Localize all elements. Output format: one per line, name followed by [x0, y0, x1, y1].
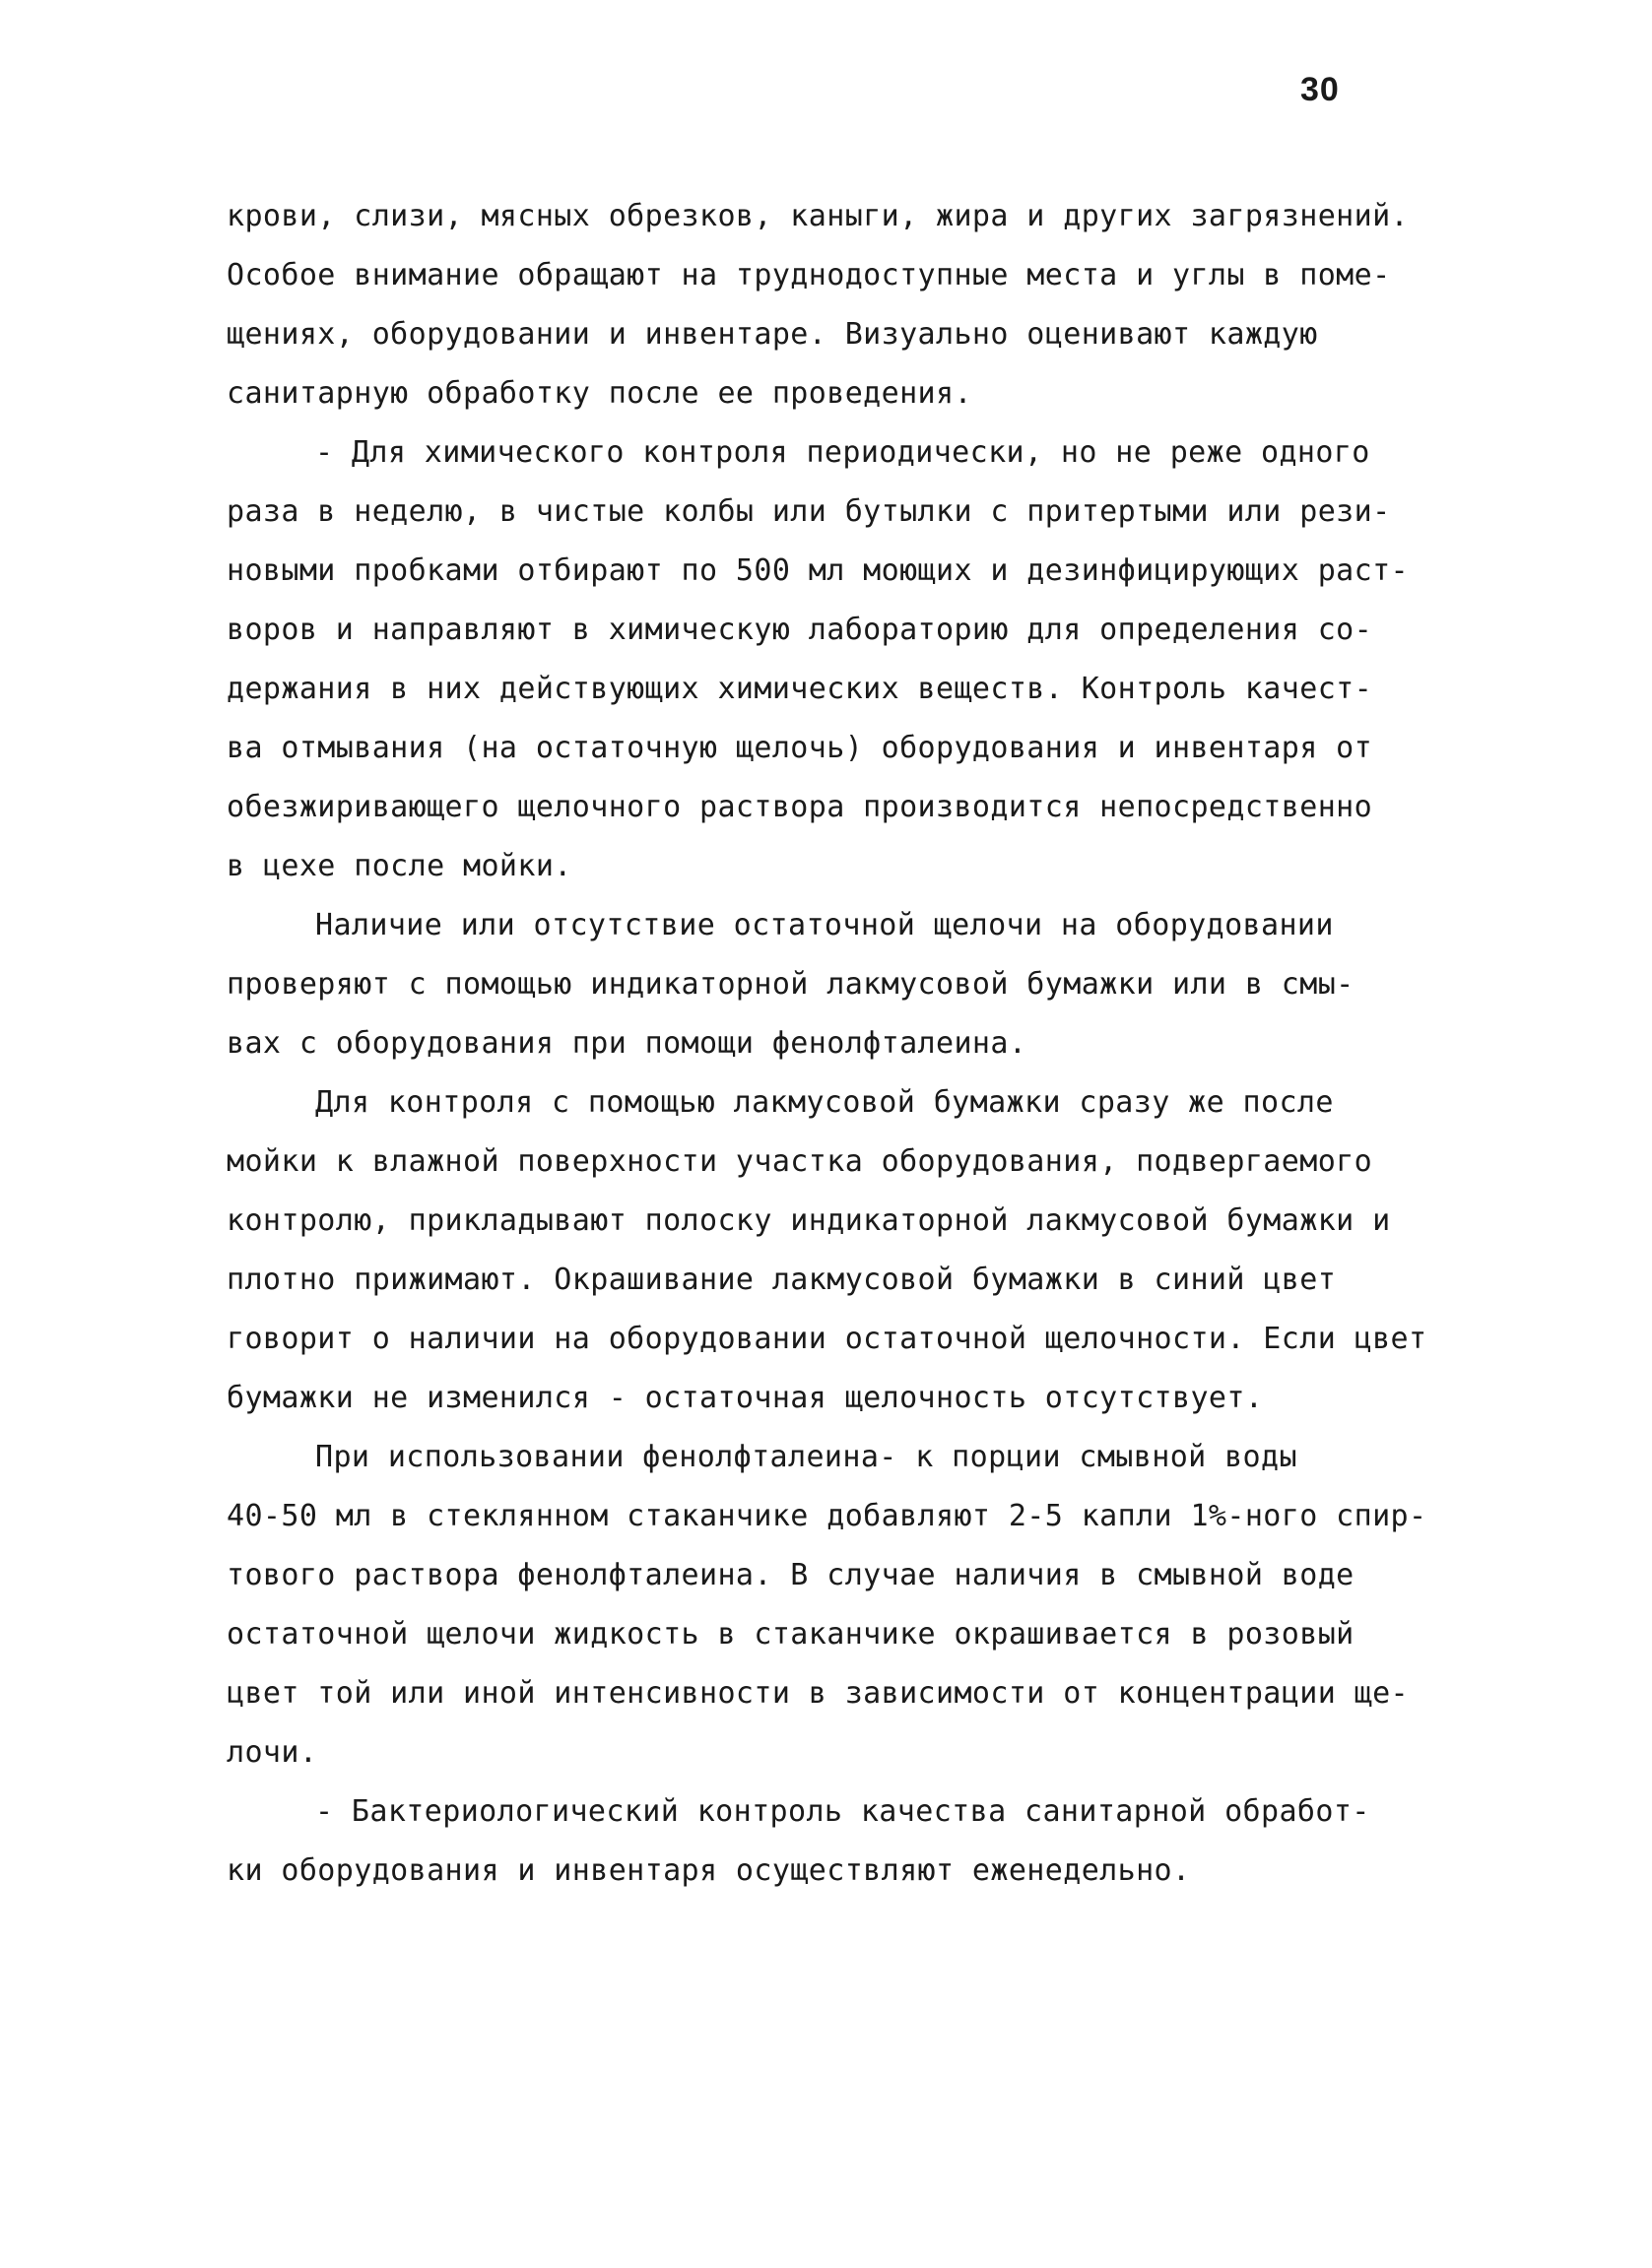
body-text: [227, 187, 1468, 1901]
text-line: ва отмывания (на остаточную щелочь) оборудования и инвентаря от: [227, 731, 1373, 765]
text-line: лочи.: [227, 1735, 318, 1770]
text-line: ки оборудования и инвентаря осуществляют еженедельно.: [227, 1853, 1191, 1888]
text-line: бумажки не изменился - остаточная щелочность отсутствует.: [227, 1381, 1264, 1415]
text-line: тового раствора фенолфталеина. В случае наличия в смывной воде: [227, 1558, 1355, 1592]
text-line: - Бактериологический контроль качества санитарной обработ-: [315, 1794, 1370, 1829]
text-line: остаточной щелочи жидкость в стаканчике окрашивается в розовый: [227, 1617, 1355, 1652]
text-line: держания в них действующих химических веществ. Контроль качест-: [227, 672, 1373, 706]
text-line: проверяют с помощью индикаторной лакмусовой бумажки или в смы-: [227, 967, 1355, 1002]
text-line: говорит о наличии на оборудовании остаточной щелочности. Если цвет: [227, 1322, 1427, 1356]
text-line: вах с оборудования при помощи фенолфталеина.: [227, 1026, 1027, 1061]
text-line: крови, слизи, мясных обрезков, каныги, жира и других загрязнений.: [227, 199, 1409, 233]
text-line: обезжиривающего щелочного раствора производится непосредственно: [227, 790, 1373, 824]
text-line: 40-50 мл в стеклянном стаканчике добавляют 2-5 капли 1%-ного спир-: [227, 1499, 1427, 1533]
text-line: щениях, оборудовании и инвентаре. Визуально оценивают каждую: [227, 317, 1318, 352]
text-line: плотно прижимают. Окрашивание лакмусовой бумажки в синий цвет: [227, 1263, 1337, 1297]
text-line: При использовании фенолфталеина- к порции смывной воды: [315, 1440, 1297, 1474]
text-line: - Для химического контроля периодически, но не реже одного: [315, 435, 1370, 470]
text-line: раза в неделю, в чистые колбы или бутылки с притертыми или рези-: [227, 494, 1391, 529]
text-line: контролю, прикладывают полоску индикаторной лакмусовой бумажки и: [227, 1203, 1391, 1238]
text-line: санитарную обработку после ее проведения.: [227, 376, 972, 411]
text-line: воров и направляют в химическую лабораторию для определения со-: [227, 613, 1373, 647]
text-line: цвет той или иной интенсивности в зависимости от концентрации ще-: [227, 1676, 1409, 1711]
text-line: Особое внимание обращают на труднодоступные места и углы в поме-: [227, 258, 1391, 292]
text-line: новыми пробками отбирают по 500 мл моющих и дезинфицирующих раст-: [227, 553, 1409, 588]
page-number: 30: [1300, 71, 1340, 108]
text-line: в цехе после мойки.: [227, 849, 572, 883]
text-line: мойки к влажной поверхности участка оборудования, подвергаемого: [227, 1144, 1373, 1179]
text-line: Для контроля с помощью лакмусовой бумажки сразу же после: [315, 1085, 1334, 1120]
text-line: Наличие или отсутствие остаточной щелочи на оборудовании: [315, 908, 1334, 942]
